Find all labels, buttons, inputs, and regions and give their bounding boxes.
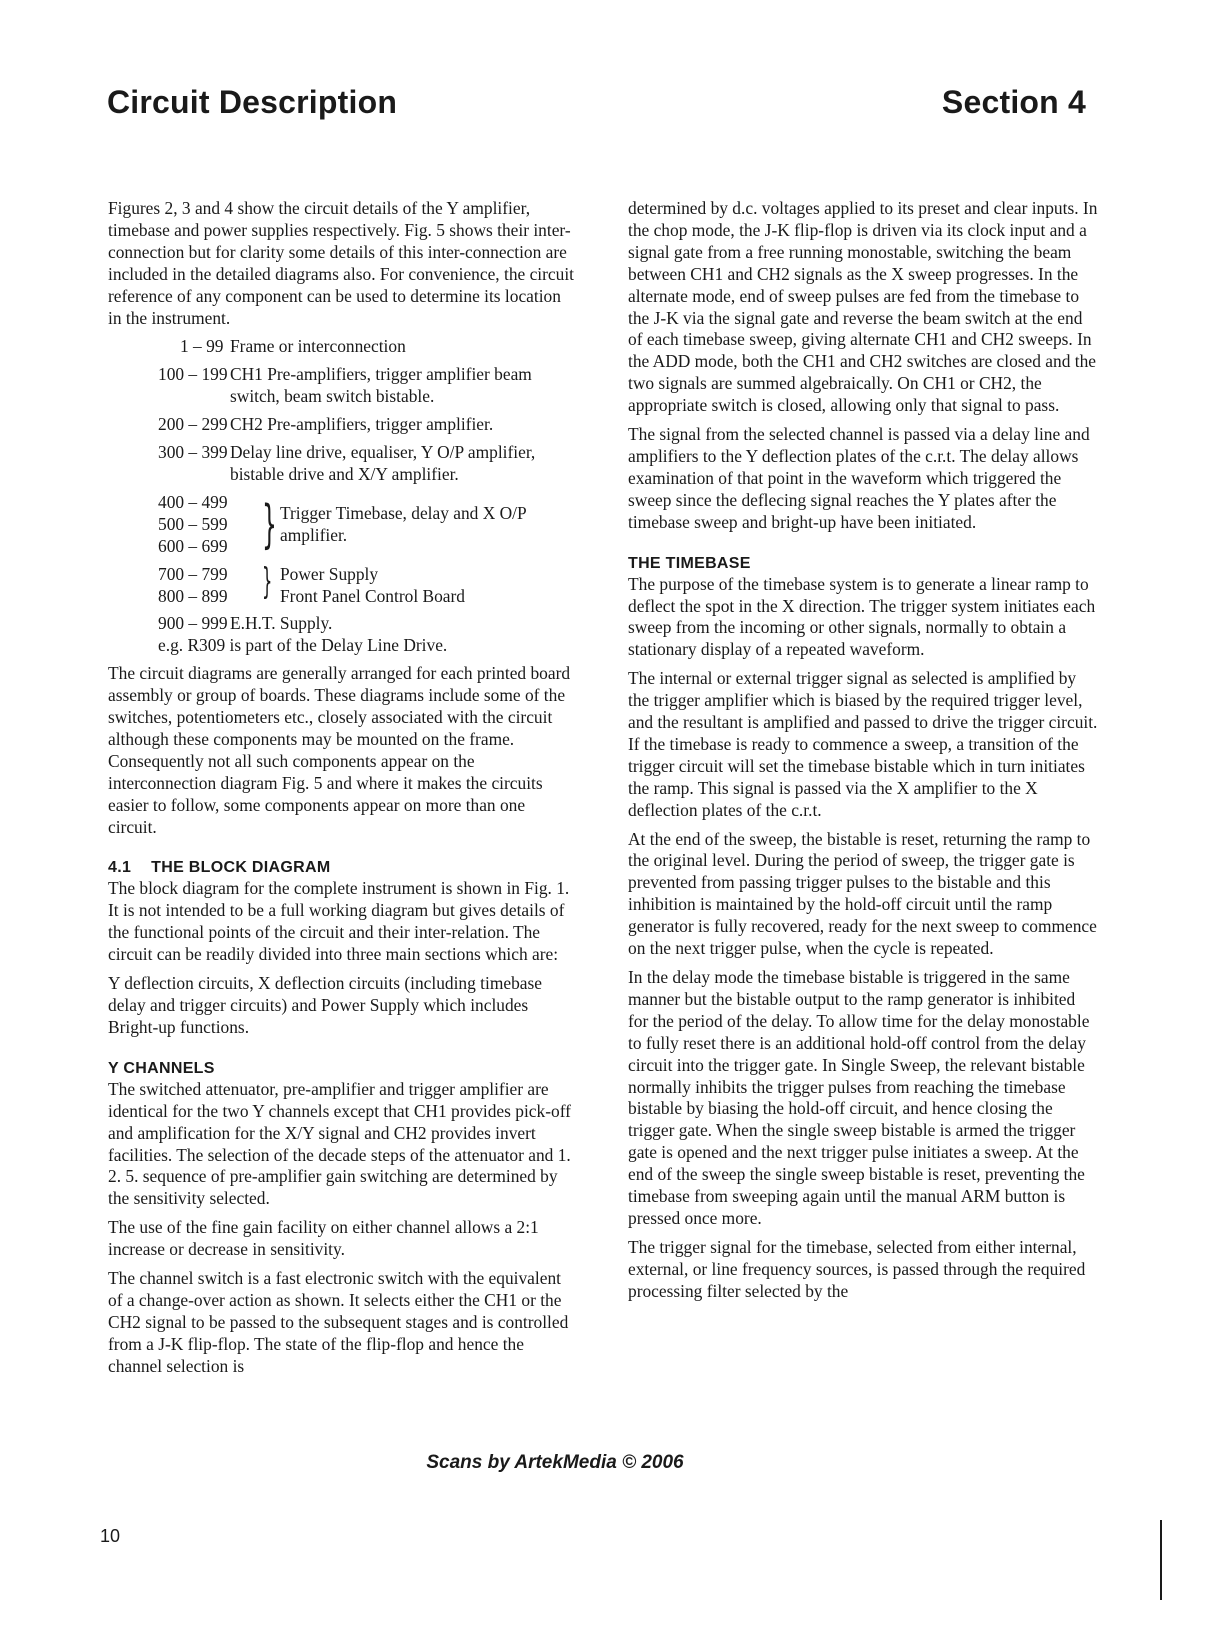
right-column bbox=[628, 198, 1098, 1310]
heading-number: 4.1 bbox=[108, 859, 132, 877]
block-paragraph: The block diagram for the complete instrument is shown in Fig. 1. It is not intended to be a full working diagram but gives details of the functional points of the circuit and their inter-relation. The circuit can be readily divided into three main sections which are: bbox=[108, 878, 570, 965]
section-label: Section 4 bbox=[941, 84, 1086, 120]
ref-range: 900 – 999 bbox=[158, 613, 228, 634]
ref-desc: CH2 Pre-amplifiers, trigger amplifier. bbox=[230, 414, 494, 435]
ref-range: 1 – 99 bbox=[180, 336, 224, 357]
page-edge-line bbox=[1160, 1520, 1162, 1600]
ref-range: 600 – 699 bbox=[158, 535, 228, 556]
timebase-paragraph: At the end of the sweep, the bistable is reset, returning the ramp to the original level. During the period of sweep, the trigger gate is prevented from passing trigger pulses to the bistable and this inhibition is maintained by the hold-off circuit until the ramp generator is fully recovered, ready for the next sweep to commence on the next trigger pulse, when the cycle is repeated. bbox=[628, 828, 1097, 959]
timebase-paragraph: The internal or external trigger signal as selected is amplified by the trigger amplifier which is biased by the required trigger level, and the resultant is amplified and passed to drive the trigger circuit. If the timebase is ready to commence a sweep, a transition of the trigger circuit will set the timebase bistable which in turn initiates the ramp. This signal is passed via the X amplifier to the X deflection plates of the c.r.t. bbox=[628, 668, 1098, 820]
intro-paragraph: Figures 2, 3 and 4 show the circuit details of the Y amplifier, timebase and power supplies respectively. Fig. 5 shows their inter-connection but for clarity some details of this inter-connection are included in the detailed diagrams also. For convenience, the circuit reference of any component can be used to determine its location in the instrument. bbox=[108, 198, 575, 328]
y-channels-paragraph: The use of the fine gain facility on either channel allows a 2:1 increase or decrease in sensitivity. bbox=[108, 1217, 539, 1260]
page-title: Circuit Description bbox=[107, 84, 398, 120]
ref-range: 100 – 199 bbox=[158, 364, 228, 385]
section-heading-block-diagram bbox=[108, 858, 576, 878]
timebase-paragraph: In the delay mode the timebase bistable is triggered in the same manner but the bistable output to the ramp generator is inhibited for the period of the delay. To allow time for the delay monostable to fully reset there is an additional hold-off control from the delay circuit into the trigger gate. In Single Sweep, the relevant bistable normally inhibits the trigger pulses from reaching the timebase bistable by biasing the hold-off circuit, and hence closing the trigger gate. When the single sweep bistable is armed the trigger gate is opened and the next trigger pulse initiates a sweep. At the end of the sweep the single sweep bistable is reset, preventing the timebase from sweeping again until the manual ARM button is pressed once more. bbox=[628, 967, 1090, 1228]
ref-group-timebase bbox=[108, 492, 576, 558]
ref-group-descs bbox=[280, 564, 576, 608]
circuit-reference-table bbox=[108, 336, 576, 657]
ref-group-ranges bbox=[108, 564, 262, 608]
section-heading-timebase: THE TIMEBASE bbox=[628, 554, 751, 572]
timebase-paragraph: The trigger signal for the timebase, selected from either internal, external, or line frequency sources, is passed through the required processing filter selected by the bbox=[628, 1236, 1086, 1301]
ref-row bbox=[108, 414, 576, 436]
ref-desc: Frame or interconnection bbox=[230, 336, 406, 357]
ref-desc: Delay line drive, equaliser, Y O/P amplifier, bistable drive and X/Y amplifier. bbox=[230, 442, 536, 484]
ref-example: e.g. R309 is part of the Delay Line Drive. bbox=[158, 635, 448, 656]
ref-desc: Front Panel Control Board bbox=[280, 585, 466, 606]
curly-brace-icon: } bbox=[262, 560, 273, 602]
ref-group-power bbox=[108, 560, 576, 608]
timebase-paragraph: The purpose of the timebase system is to generate a linear ramp to deflect the spot in the X direction. The trigger system initiates each sweep from the incoming or other signals, normally to obtain a stationary display of a repeated waveform. bbox=[628, 573, 1096, 660]
heading-text: THE BLOCK DIAGRAM bbox=[151, 859, 331, 877]
scan-credit: Scans by ArtekMedia © 2006 bbox=[426, 1452, 684, 1473]
ref-desc: Power Supply bbox=[280, 563, 379, 584]
block-paragraph: Y deflection circuits, X deflection circuits (including timebase delay and trigger circuits) and Power Supply which includes Bright-up functions. bbox=[108, 973, 542, 1037]
ref-desc: E.H.T. Supply. bbox=[230, 613, 333, 634]
section-heading-y-channels: Y CHANNELS bbox=[108, 1059, 215, 1077]
ref-desc: Trigger Timebase, delay and X O/P amplifier. bbox=[280, 502, 527, 545]
y-channels-paragraph: The switched attenuator, pre-amplifier and trigger amplifier are identical for the two Y channels except that CH1 provides pick-off and amplification for the X/Y signal and CH2 provides invert facilities. The selection of the decade steps of the attenuator and 1. 2. 5. sequence of pre-amplifier gain switching are determined by the sensitivity selected. bbox=[108, 1078, 571, 1209]
ref-row bbox=[108, 613, 576, 635]
ref-row bbox=[108, 336, 576, 358]
ref-range: 400 – 499 bbox=[158, 491, 228, 512]
diagrams-paragraph: The circuit diagrams are generally arranged for each printed board assembly or group of boards. These diagrams include some of the switches, potentiometers etc., closely associated with the circuit although these components may be mounted on the frame. Consequently not all such components appear on the interconnection diagram Fig. 5 and where it makes the circuits easier to follow, some components appear on more than one circuit. bbox=[108, 663, 571, 837]
ref-range: 300 – 399 bbox=[158, 442, 228, 463]
ref-range: 800 – 899 bbox=[158, 585, 228, 606]
ref-range: 700 – 799 bbox=[158, 563, 228, 584]
ref-row bbox=[108, 364, 576, 408]
ref-group-ranges bbox=[108, 492, 262, 558]
ref-desc: CH1 Pre-amplifiers, trigger amplifier beam switch, beam switch bistable. bbox=[230, 364, 532, 407]
ref-range: 500 – 599 bbox=[158, 513, 228, 534]
ref-row bbox=[108, 442, 576, 486]
y-channels-paragraph: The channel switch is a fast electronic switch with the equivalent of a change-over action as shown. It selects either the CH1 or the CH2 signal to be passed to the subsequent stages and is controlled from a J-K flip-flop. The state of the flip-flop and hence the channel selection is bbox=[108, 1268, 569, 1376]
delay-line-paragraph: The signal from the selected channel is passed via a delay line and amplifiers to the Y deflection plates of the c.r.t. The delay allows examination of that point in the waveform which triggered the sweep since the deflecing signal reaches the Y plates after the timebase sweep and bright-up have been initiated. bbox=[628, 424, 1090, 532]
ref-range: 200 – 299 bbox=[158, 414, 228, 435]
curly-brace-icon: } bbox=[262, 494, 277, 555]
left-column bbox=[108, 198, 576, 1385]
channel-switch-paragraph: determined by d.c. voltages applied to its preset and clear inputs. In the chop mode, the J-K flip-flop is driven via its clock input and a signal gate from a free running monostable, switching the beam between CH1 and CH2 signals as the X sweep progresses. In the alternate mode, end of sweep pulses are fed from the timebase to the J-K via the signal gate and reverse the beam switch at the end of each timebase sweep, giving alternate CH1 and CH2 sweeps. In the ADD mode, both the CH1 and CH2 switches are closed and the two signals are summed algebraically. On CH1 or CH2, the appropriate switch is closed, allowing only that signal to pass. bbox=[628, 198, 1098, 416]
page-number: 10 bbox=[100, 1526, 121, 1546]
